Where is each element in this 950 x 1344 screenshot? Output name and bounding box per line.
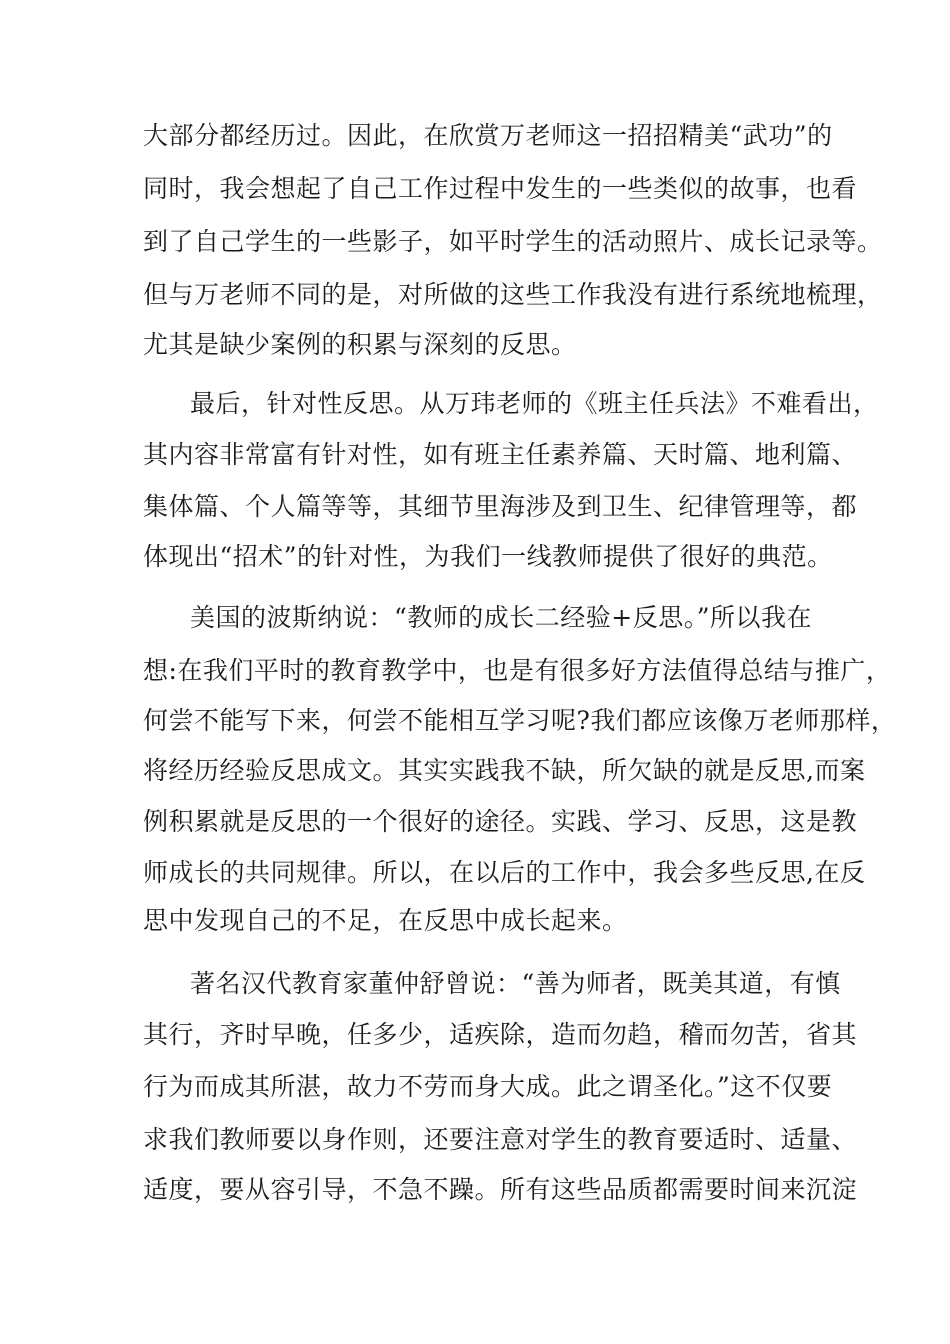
paragraph-1-line-3: 到了自己学生的一些影子，如平时学生的活动照片、成长记录等。 [143, 227, 883, 256]
paragraph-1-line-5: 尤其是缺少案例的积累与深刻的反思。 [143, 330, 577, 359]
paragraph-3-line-6: 师成长的共同规律。所以，在以后的工作中，我会多些反思,在反 [143, 858, 866, 887]
paragraph-1-line-1: 大部分都经历过。因此，在欣赏万老师这一招招精美“武功”的 [143, 121, 833, 150]
paragraph-3-line-5: 例积累就是反思的一个很好的途径。实践、学习、反思，这是教 [143, 807, 858, 836]
paragraph-2-line-1: 最后，针对性反思。从万玮老师的《班主任兵法》不难看出， [190, 389, 879, 418]
paragraph-4-line-2: 其行，齐时早晚，任多少，适疾除，造而勿趋，稽而勿苦，省其 [143, 1020, 858, 1049]
paragraph-2-line-4: 体现出“招术”的针对性，为我们一线教师提供了很好的典范。 [143, 542, 833, 571]
paragraph-1-line-2: 同时，我会想起了自己工作过程中发生的一些类似的故事，也看 [143, 174, 858, 203]
paragraph-4-line-3: 行为而成其所湛，故力不劳而身大成。此之谓圣化。”这不仅要 [143, 1072, 833, 1101]
paragraph-3-line-7: 思中发现自己的不足，在反思中成长起来。 [143, 906, 628, 935]
paragraph-1-line-4: 但与万老师不同的是，对所做的这些工作我没有进行系统地梳理， [143, 280, 883, 309]
paragraph-4-line-1: 著名汉代教育家董仲舒曾说：“善为师者，既美其道，有慎 [190, 969, 841, 998]
paragraph-3-line-2: 想:在我们平时的教育教学中，也是有很多好方法值得总结与推广， [143, 656, 892, 685]
paragraph-2-line-3: 集体篇、个人篇等等，其细节里海涉及到卫生、纪律管理等，都 [143, 492, 858, 521]
paragraph-3-line-4: 将经历经验反思成文。其实实践我不缺，所欠缺的就是反思,而案 [143, 756, 866, 785]
paragraph-4-line-5: 适度，要从容引导，不急不躁。所有这些品质都需要时间来沉淀 [143, 1175, 858, 1204]
paragraph-4-line-4: 求我们教师要以身作则，还要注意对学生的教育要适时、适量、 [143, 1125, 858, 1154]
paragraph-3-line-3: 何尝不能写下来，何尝不能相互学习呢?我们都应该像万老师那样， [143, 706, 897, 735]
paragraph-2-line-2: 其内容非常富有针对性，如有班主任素养篇、天时篇、地利篇、 [143, 440, 858, 469]
paragraph-3-line-1: 美国的波斯纳说：“教师的成长二经验+反思。”所以我在 [190, 603, 813, 632]
